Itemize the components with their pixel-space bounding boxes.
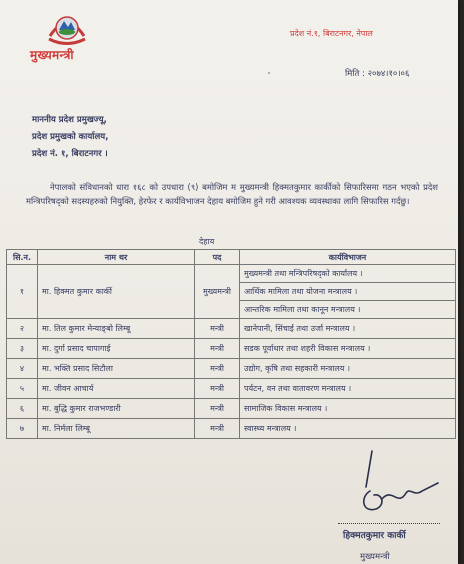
table-row	[7, 339, 456, 359]
table-row	[7, 265, 456, 319]
nepal-emblem-icon	[44, 8, 90, 48]
row-sn: ३	[7, 339, 38, 359]
row-portfolio	[240, 265, 456, 319]
row-name: मा. हिक्मत कुमार कार्की	[38, 265, 195, 319]
header-name: नाम थर	[38, 250, 195, 265]
row-name: मा. भक्ति प्रसाद सिटौला	[38, 359, 195, 379]
table-header-row	[7, 250, 456, 265]
letterhead-address: प्रदेश नं.१, बिराटनगर, नेपाल	[290, 29, 373, 38]
row-sn: १	[7, 265, 38, 319]
row-sn: ७	[7, 419, 38, 439]
row-name: मा. निर्मला लिम्बू	[38, 419, 195, 439]
row-post: मन्त्री	[195, 339, 240, 359]
row-sn: २	[7, 319, 38, 339]
header-portfolio: कार्यविभाजन	[240, 250, 456, 265]
portfolio-item: आन्तरिक मामिला तथा कानून मन्त्रालय ।	[244, 305, 361, 314]
council-table	[6, 249, 456, 439]
table-row	[7, 379, 456, 399]
row-post: मन्त्री	[195, 379, 240, 399]
row-sn: ६	[7, 399, 38, 419]
row-name: मा. तिल कुमार मेन्याङ्बो लिम्बू	[38, 319, 195, 339]
recipient-line-2: प्रदेश प्रमुखको कार्यालय,	[32, 132, 109, 142]
recipient-line-3: प्रदेश नं. १, बिराटनगर ।	[32, 149, 108, 159]
row-name: मा. दुर्गा प्रसाद चापागाई	[38, 339, 195, 359]
row-post: मन्त्री	[195, 319, 240, 339]
recipient-line-1: माननीय प्रदेश प्रमुखज्यू,	[32, 115, 107, 125]
table-row	[7, 319, 456, 339]
row-portfolio: उद्योग, कृषि तथा सहकारी मन्त्रालय ।	[240, 359, 456, 379]
row-post: मन्त्री	[195, 399, 240, 419]
table-row	[7, 419, 456, 439]
table-row	[7, 399, 456, 419]
row-post: मन्त्री	[195, 359, 240, 379]
row-post: मन्त्री	[195, 419, 240, 439]
handwritten-signature	[352, 447, 442, 525]
row-portfolio: पर्यटन, वन तथा वातावरण मन्त्रालय ।	[240, 379, 456, 399]
row-portfolio: स्वास्थ्य मन्त्रालय ।	[240, 419, 456, 439]
signatory-name: हिक्मतकुमार कार्की	[343, 531, 406, 541]
signature-line	[338, 523, 440, 524]
header-post: पद	[195, 250, 240, 265]
row-sn: ५	[7, 379, 38, 399]
table-row	[7, 359, 456, 379]
signatory-title: मुख्यमन्त्री	[360, 552, 390, 562]
divider-dot	[268, 72, 270, 74]
row-post: मुख्यमन्त्री	[195, 265, 240, 319]
row-portfolio: खानेपानी, सिंचाई तथा उर्जा मन्त्रालय ।	[240, 319, 456, 339]
body-paragraph: नेपालको संविधानको धारा १६८ को उपधारा (९) बमोजिम म मुख्यमन्त्री हिक्मतकुमार कार्कीको सिफारिसमा गठन भएको प्रदेश मन्त्रिपरिषद्को सदस्यहरुको नियुक्ति, हेरफेर र कार्यविभाजन देहाय बमोजिम हुने गरी आवश्यक व्यवस्थाका लागि सिफारिस गर्दछु।	[26, 182, 438, 206]
letter-date: मिति : २०७४।१०।०६	[345, 69, 410, 79]
row-portfolio: सामाजिक विकास मन्त्रालय ।	[240, 399, 456, 419]
row-name: मा. जीवन आचार्य	[38, 379, 195, 399]
header-sn: सि.न.	[7, 250, 38, 265]
portfolio-item: मुख्यमन्त्री तथा मन्त्रिपरिषद्को कार्यालय ।	[240, 265, 455, 283]
portfolio-item: आर्थिक मामिला तथा योजना मन्त्रालय ।	[240, 283, 455, 301]
letter-body	[26, 180, 438, 208]
letterhead-title: मुख्यमन्त्री	[30, 48, 74, 62]
row-sn: ४	[7, 359, 38, 379]
row-portfolio: सडक पूर्वाधार तथा शहरी विकास मन्त्रालय ।	[240, 339, 456, 359]
row-name: मा. बुद्धि कुमार राजभण्डारी	[38, 399, 195, 419]
annex-label: देहाय	[199, 237, 215, 246]
